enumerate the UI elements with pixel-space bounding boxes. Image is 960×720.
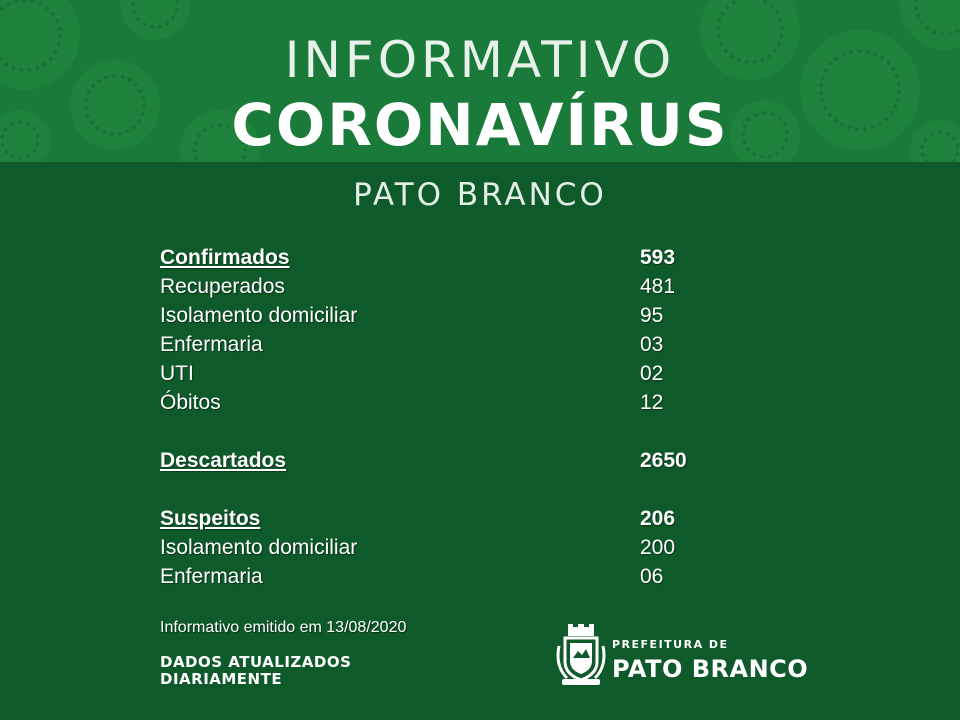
issued-date-note: Informativo emitido em 13/08/2020	[160, 619, 407, 636]
row-value: 200	[640, 536, 676, 559]
prefeitura-logo	[556, 624, 809, 688]
table-row	[160, 359, 700, 388]
row-label: UTI	[160, 362, 194, 385]
title-informativo: INFORMATIVO	[284, 31, 676, 89]
daily-line-1: DADOS ATUALIZADOS	[160, 653, 352, 671]
table-row	[160, 388, 700, 417]
row-label: Enfermaria	[160, 333, 263, 356]
table-row-descartados	[160, 446, 700, 475]
row-label: Isolamento domiciliar	[160, 536, 358, 559]
row-label: Suspeitos	[160, 507, 261, 530]
row-value: 03	[640, 333, 664, 356]
row-value: 02	[640, 362, 664, 385]
row-label: Descartados	[160, 449, 287, 472]
city-subtitle: PATO BRANCO	[353, 177, 607, 213]
row-value: 206	[640, 507, 676, 530]
row-value: 2650	[640, 449, 687, 472]
table-row	[160, 562, 700, 591]
table-row-suspeitos	[160, 504, 700, 533]
table-row	[160, 330, 700, 359]
daily-line-2: DIARIAMENTE	[160, 670, 283, 688]
table-row	[160, 272, 700, 301]
row-label: Óbitos	[160, 391, 221, 414]
logo-prefeitura-text: PREFEITURA DE	[612, 638, 729, 651]
title-coronavirus: CORONAVÍRUS	[231, 91, 729, 159]
city-crest-icon	[556, 624, 606, 686]
table-row	[160, 301, 700, 330]
daily-update-note	[160, 654, 351, 688]
table-row	[160, 533, 700, 562]
row-label: Confirmados	[160, 246, 290, 269]
row-value: 12	[640, 391, 664, 414]
table-row-confirmados	[160, 243, 700, 272]
row-value: 481	[640, 275, 676, 298]
row-value: 06	[640, 565, 664, 588]
row-label: Enfermaria	[160, 565, 263, 588]
row-label: Isolamento domiciliar	[160, 304, 358, 327]
row-value: 593	[640, 246, 676, 269]
row-value: 95	[640, 304, 664, 327]
logo-city-text: PATO BRANCO	[612, 655, 809, 683]
row-label: Recuperados	[160, 275, 285, 298]
